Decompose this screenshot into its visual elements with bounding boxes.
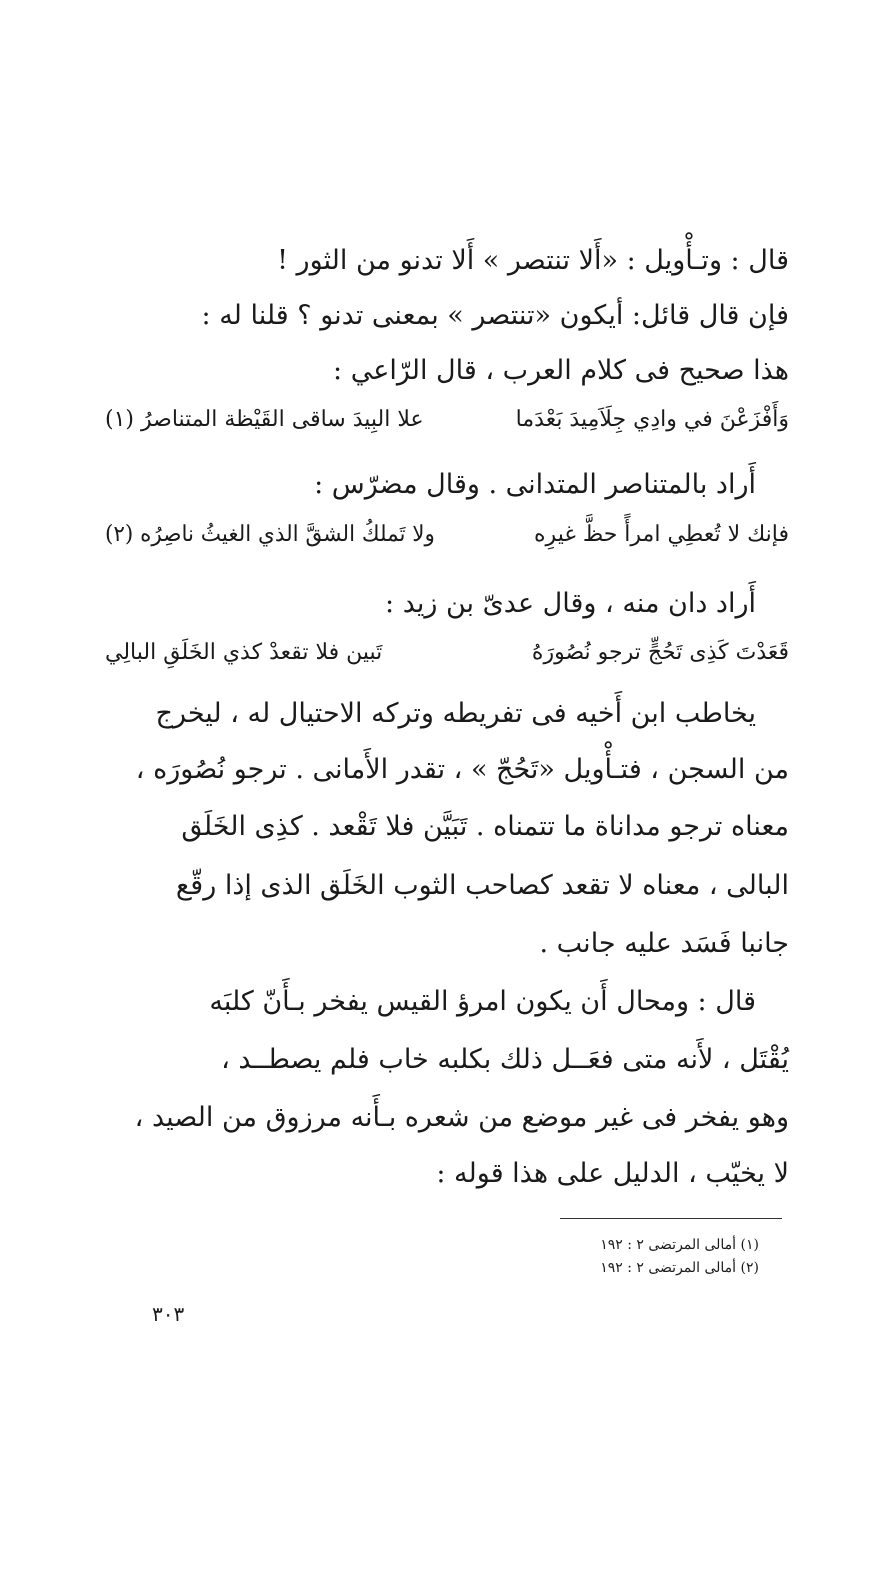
verse-second-hemistich: ولا تَملكُ الشقَّ الذي الغيثُ ناصِرُه (٢) xyxy=(105,522,435,547)
text-line: هذا صحيح فى كلام العرب ، قال الرّاعي : xyxy=(333,355,789,386)
paragraph-line: وهو يفخر فى غير موضع من شعره بـأَنه مرزوق من الصيد ، xyxy=(134,1102,789,1133)
text-line: قال : وتـأْويل : «أَلا تنتصر » أَلا تدنو من الثور ! xyxy=(277,245,789,276)
footnote: (١) أمالى المرتضى ٢ : ١٩٢ xyxy=(600,1237,759,1253)
paragraph-line: لا يخيّب ، الدليل على هذا قوله : xyxy=(436,1158,789,1189)
verse-first-hemistich: فإنك لا تُعطِي امرأً حظَّ غيرِه xyxy=(534,522,789,547)
paragraph-line: يخاطب ابن أَخيه فى تفريطه وتركه الاحتيال له ، ليخرج xyxy=(155,698,756,729)
text-line: أَراد بالمتناصر المتدانى . وقال مضرّس : xyxy=(314,469,756,500)
verse-first-hemistich: وَأَفْزَعْنَ في وادِي جِلَاَمِيدَ بَعْدَما xyxy=(515,407,789,432)
paragraph-line: يُقْتَل ، لأَنه متى فعَــل ذلك بكلبه خاب فلم يصطــد ، xyxy=(221,1044,789,1075)
paragraph-line: جانبا فَسَد عليه جانب . xyxy=(539,928,789,959)
paragraph-line: قال : ومحال أَن يكون امرؤ القيس يفخر بـأَنّ كلبَه xyxy=(209,986,756,1017)
paragraph-line: معناه ترجو مداناة ما تتمناه . تَبَيَّن فلا تَقْعد . كذِى الخَلَق xyxy=(181,811,789,842)
page-number: ٣٠٣ xyxy=(152,1302,185,1326)
footnote: (٢) أمالى المرتضى ٢ : ١٩٢ xyxy=(600,1260,759,1276)
text-line: أَراد دان منه ، وقال عدىّ بن زيد : xyxy=(385,588,756,619)
verse-second-hemistich: تَبين فلا تقعدْ كذي الخَلَقِ البالِي xyxy=(105,640,383,665)
paragraph-line: البالى ، معناه لا تقعد كصاحب الثوب الخَلَق الذى إذا رقّع xyxy=(175,870,789,901)
verse-second-hemistich: علا البِيدَ ساقى القَيْظة المتناصرُ (١) xyxy=(105,407,424,432)
text-line: فإن قال قائل: أيكون «تنتصر » بمعنى تدنو ؟ قلنا له : xyxy=(201,300,789,331)
verse-first-hemistich: قَعَدْتَ كَذِى تَحُجٍّ ترجو نُصُورَهُ xyxy=(531,640,789,665)
paragraph-line: من السجن ، فتـأْويل «تَحُجّ » ، تقدر الأَمانى . ترجو نُصُورَه ، xyxy=(135,754,789,785)
footnote-separator xyxy=(560,1218,782,1219)
